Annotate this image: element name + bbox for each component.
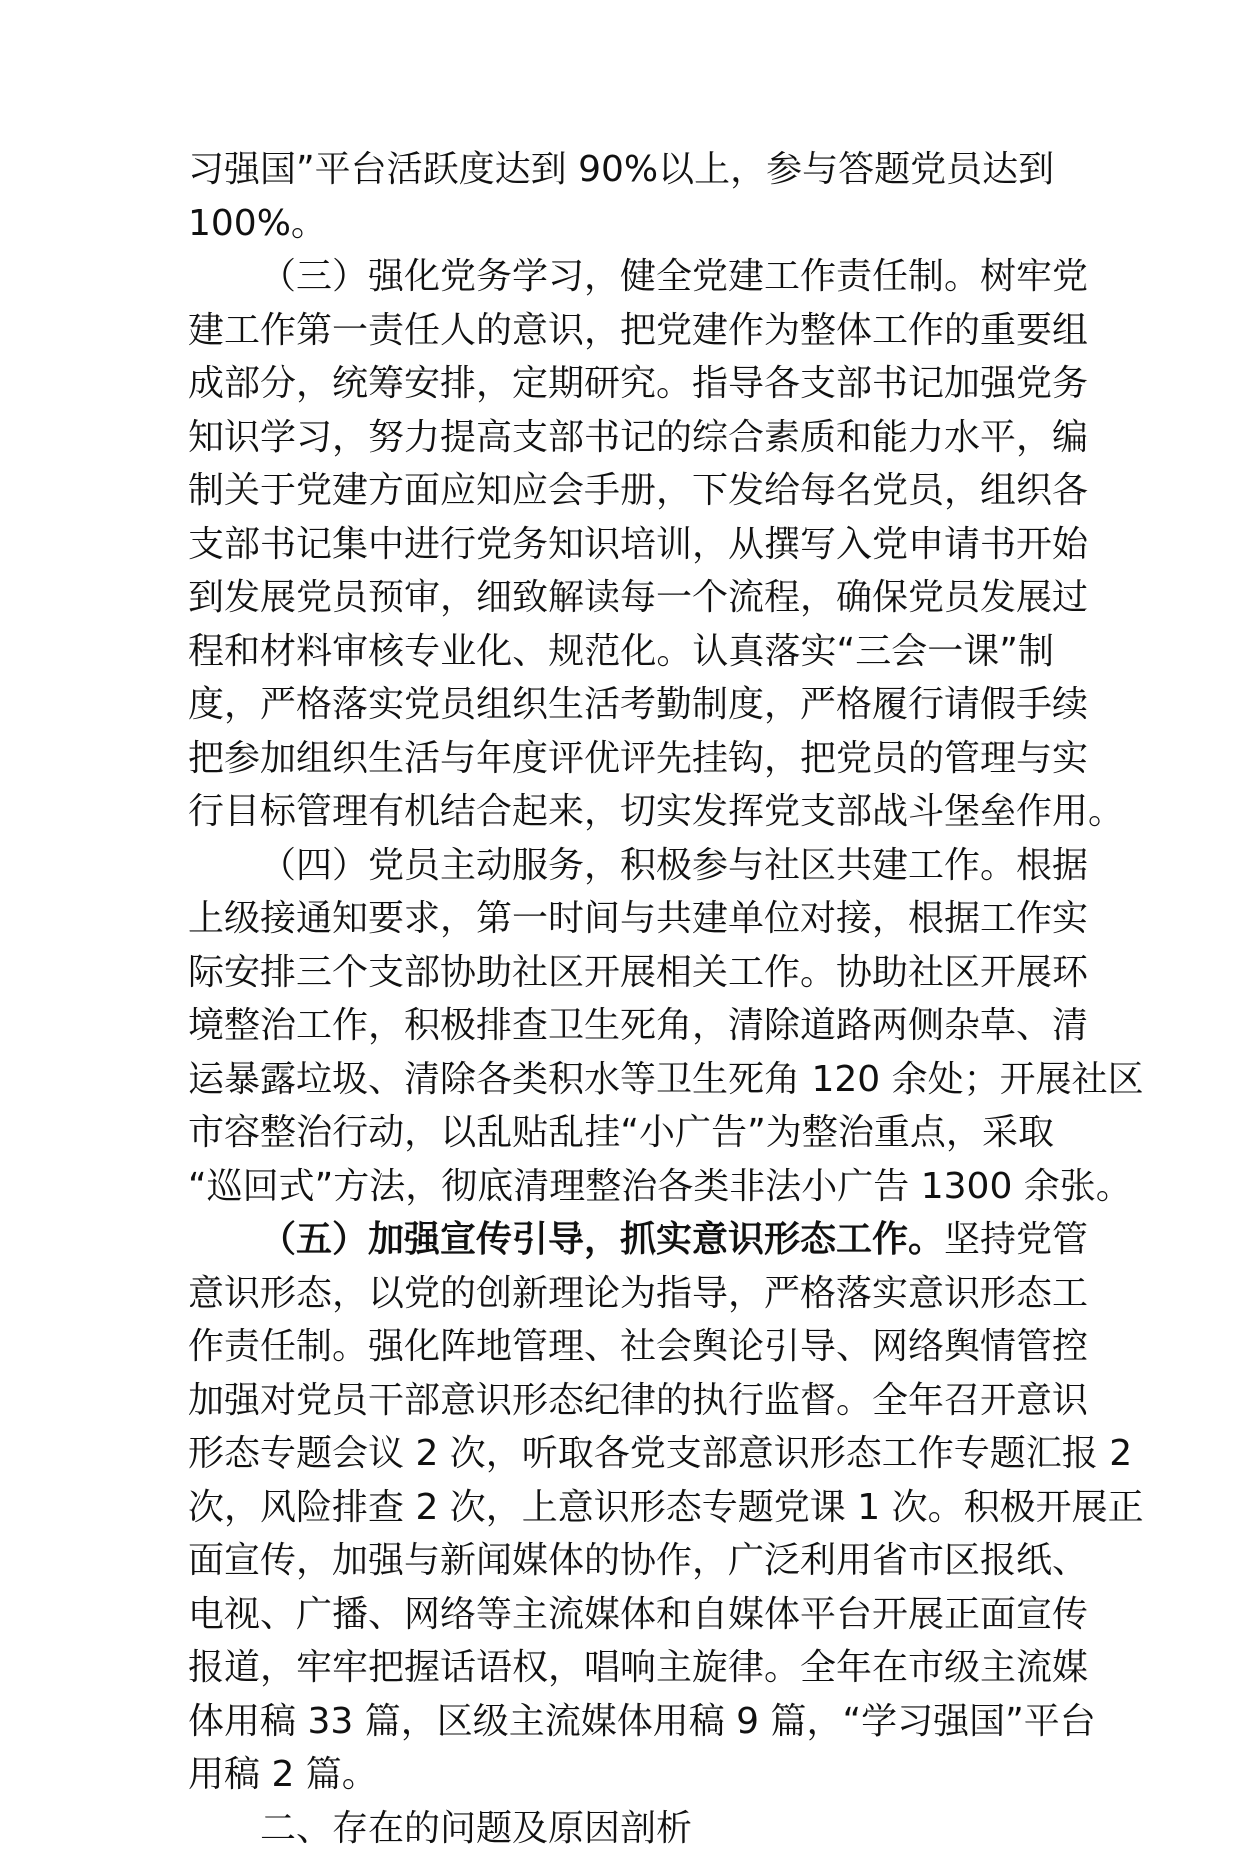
heading-continuation-text: 坚持党管 xyxy=(944,1219,1089,1260)
paragraph-line: 支部书记集中进行党务知识培训，从撰写入党申请书开始 xyxy=(188,523,1089,565)
paragraph-line: 建工作第一责任人的意识，把党建作为整体工作的重要组 xyxy=(188,309,1089,351)
paragraph-line: 电视、广播、网络等主流媒体和自媒体平台开展正面宣传 xyxy=(188,1593,1089,1635)
paragraph-line: 成部分，统筹安排，定期研究。指导各支部书记加强党务 xyxy=(188,363,1089,404)
document-body xyxy=(188,148,1144,1860)
section-heading-line: （三）强化党务学习，健全党建工作责任制。树牢党 xyxy=(260,256,1089,297)
paragraph-line: 市容整治行动，以乱贴乱挂“小广告”为整治重点，采取 xyxy=(188,1112,1054,1153)
paragraph-line: 运暴露垃圾、清除各类积水等卫生死角 120 余处；开展社区 xyxy=(188,1058,1144,1100)
paragraph-line: 意识形态，以党的创新理论为指导，严格落实意识形态工 xyxy=(188,1272,1089,1314)
paragraph-line: 次，风险排查 2 次，上意识形态专题党课 1 次。积极开展正 xyxy=(188,1486,1144,1528)
paragraph-line: 到发展党员预审，细致解读每一个流程，确保党员发展过 xyxy=(188,577,1089,618)
paragraph-line: “巡回式”方法，彻底清理整治各类非法小广告 1300 余张。 xyxy=(188,1165,1132,1207)
paragraph-line: 把参加组织生活与年度评优评先挂钩，把党员的管理与实 xyxy=(188,737,1089,779)
paragraph-line: 面宣传，加强与新闻媒体的协作，广泛利用省市区报纸、 xyxy=(188,1540,1089,1581)
paragraph-line: 程和材料审核专业化、规范化。认真落实“三会一课”制 xyxy=(188,630,1054,672)
paragraph-line: 报道，牢牢把握话语权，唱响主旋律。全年在市级主流媒 xyxy=(188,1647,1089,1688)
section-title-line: 二、存在的问题及原因剖析 xyxy=(260,1807,693,1849)
paragraph-line: 制关于党建方面应知应会手册，下发给每名党员，组织各 xyxy=(188,470,1089,511)
paragraph-line: 度，严格落实党员组织生活考勤制度，严格履行请假手续 xyxy=(188,684,1089,725)
paragraph-line: 用稿 2 篇。 xyxy=(188,1754,378,1795)
paragraph-line: 上级接通知要求，第一时间与共建单位对接，根据工作实 xyxy=(188,898,1089,939)
paragraph-line: 100%。 xyxy=(188,202,327,244)
paragraph-line: 加强对党员干部意识形态纪律的执行监督。全年召开意识 xyxy=(188,1379,1089,1421)
paragraph-line: 境整治工作，积极排查卫生死角，清除道路两侧杂草、清 xyxy=(188,1005,1089,1046)
bold-heading-text: （五）加强宣传引导，抓实意识形态工作。 xyxy=(260,1219,945,1260)
bold-heading-line xyxy=(188,1218,1089,1262)
paragraph-line: 体用稿 33 篇，区级主流媒体用稿 9 篇，“学习强国”平台 xyxy=(188,1700,1096,1742)
paragraph-line: 习强国”平台活跃度达到 90%以上，参与答题党员达到 xyxy=(188,149,1055,190)
paragraph-line: 作责任制。强化阵地管理、社会舆论引导、网络舆情管控 xyxy=(188,1326,1089,1367)
paragraph-line: 知识学习，努力提高支部书记的综合素质和能力水平，编 xyxy=(188,416,1089,458)
section-heading-line: （四）党员主动服务，积极参与社区共建工作。根据 xyxy=(260,844,1089,886)
paragraph-line: 形态专题会议 2 次，听取各党支部意识形态工作专题汇报 2 xyxy=(188,1433,1133,1474)
paragraph-line: 际安排三个支部协助社区开展相关工作。协助社区开展环 xyxy=(188,951,1089,993)
paragraph-line: 行目标管理有机结合起来，切实发挥党支部战斗堡垒作用。 xyxy=(188,791,1125,832)
